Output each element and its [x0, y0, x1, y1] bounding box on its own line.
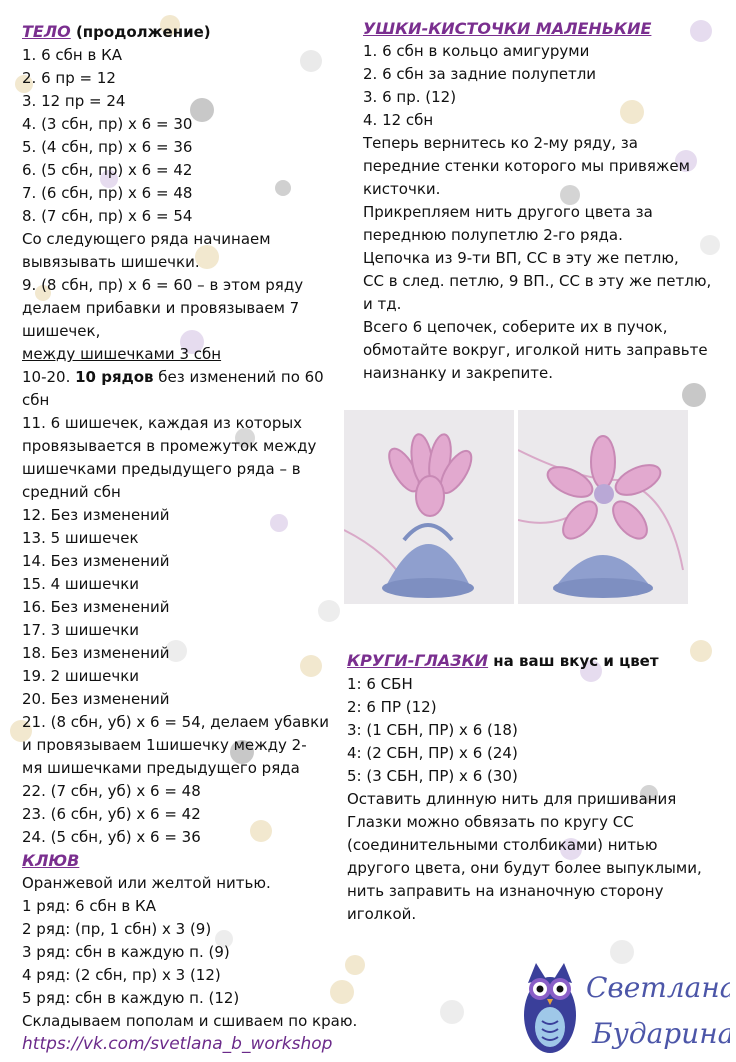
- klyuv-line: Складываем пополам и сшиваем по краю.: [22, 1012, 358, 1030]
- right-column-top: [363, 17, 723, 385]
- telo-line: 7. (6 сбн, пр) х 6 = 48: [22, 184, 193, 202]
- telo-line: мя шишечками предыдущего ряда: [22, 759, 300, 777]
- telo-line: Со следующего ряда начинаем: [22, 230, 271, 248]
- ushki-line: 4. 12 сбн: [363, 111, 434, 129]
- krugi-line: другого цвета, они будут более выпуклыми,: [347, 859, 702, 877]
- vk-link[interactable]: https://vk.com/svetlana_b_workshop: [22, 1034, 333, 1054]
- telo-line: 11. 6 шишечек, каждая из которых: [22, 414, 303, 432]
- telo-subtitle: (продолжение): [70, 23, 211, 41]
- telo-line: 20. Без изменений: [22, 690, 170, 708]
- right-column-bottom: [347, 649, 717, 926]
- ushki-line: Теперь вернитесь ко 2-му ряду, за: [363, 134, 638, 152]
- krugi-line: Глазки можно обвязать по кругу СС: [347, 813, 634, 831]
- owl-icon: [524, 963, 576, 1053]
- ushki-line: 3. 6 пр. (12): [363, 88, 457, 106]
- ushki-line: и тд.: [363, 295, 402, 313]
- krugi-title: КРУГИ-ГЛАЗКИ: [347, 651, 489, 670]
- ushki-line: СС в след. петлю, 9 ВП., СС в эту же петлю,: [363, 272, 712, 290]
- krugi-line: 4: (2 СБН, ПР) х 6 (24): [347, 744, 518, 762]
- telo-line: и провязываем 1шишечку между 2-: [22, 736, 307, 754]
- telo-line: 9. (8 сбн, пр) х 6 = 60 – в этом ряду: [22, 276, 304, 294]
- klyuv-title: КЛЮВ: [22, 851, 80, 870]
- telo-line: сбн: [22, 391, 50, 409]
- telo-rows-suffix: без изменений по 60: [153, 368, 324, 386]
- ushki-line: наизнанку и закрепите.: [363, 364, 554, 382]
- telo-line: 12. Без изменений: [22, 506, 170, 524]
- ushki-line: 1. 6 сбн в кольцо амигуруми: [363, 42, 590, 60]
- telo-line: 8. (7 сбн, пр) х 6 = 54: [22, 207, 193, 225]
- ear-photo-top: [518, 410, 688, 604]
- telo-line: 21. (8 сбн, уб) х 6 = 54, делаем убавки: [22, 713, 329, 731]
- telo-line: 13. 5 шишечек: [22, 529, 139, 547]
- telo-line: делаем прибавки и провязываем 7: [22, 299, 300, 317]
- telo-line: шишечками предыдущего ряда – в: [22, 460, 301, 478]
- telo-line: 22. (7 сбн, уб) х 6 = 48: [22, 782, 201, 800]
- telo-line: 5. (4 сбн, пр) х 6 = 36: [22, 138, 193, 156]
- telo-line: 18. Без изменений: [22, 644, 170, 662]
- krugi-line: 5: (3 СБН, ПР) х 6 (30): [347, 767, 518, 785]
- klyuv-line: 4 ряд: (2 сбн, пр) х 3 (12): [22, 966, 221, 984]
- krugi-line: иголкой.: [347, 905, 417, 923]
- ushki-line: 2. 6 сбн за задние полупетли: [363, 65, 597, 83]
- krugi-subtitle: на ваш вкус и цвет: [488, 652, 659, 670]
- klyuv-line: 2 ряд: (пр, 1 сбн) х 3 (9): [22, 920, 212, 938]
- telo-heading: [22, 20, 352, 44]
- telo-line: провязывается в промежуток между: [22, 437, 317, 455]
- telo-line: 19. 2 шишечки: [22, 667, 140, 685]
- telo-line: шишечек,: [22, 322, 101, 340]
- krugi-line: Оставить длинную нить для пришивания: [347, 790, 677, 808]
- telo-line: 6. (5 сбн, пр) х 6 = 42: [22, 161, 193, 179]
- ushki-line: переднюю полупетлю 2-го ряда.: [363, 226, 623, 244]
- krugi-heading: [347, 649, 717, 673]
- telo-line: 14. Без изменений: [22, 552, 170, 570]
- logo-line2: Бударина: [592, 1017, 730, 1050]
- ushki-title: УШКИ-КИСТОЧКИ МАЛЕНЬКИЕ: [363, 19, 652, 38]
- ushki-line: Всего 6 цепочек, соберите их в пучок,: [363, 318, 668, 336]
- ushki-line: Прикрепляем нить другого цвета за: [363, 203, 653, 221]
- logo-line1: Светлана: [586, 971, 730, 1004]
- telo-line: 4. (3 сбн, пр) х 6 = 30: [22, 115, 193, 133]
- telo-line: 17. 3 шишечки: [22, 621, 140, 639]
- telo-line-rows: [22, 366, 352, 389]
- ushki-line: кисточки.: [363, 180, 441, 198]
- author-logo: [520, 955, 730, 1055]
- klyuv-line: Оранжевой или желтой нитью.: [22, 874, 271, 892]
- ushki-line: Цепочка из 9-ти ВП, СС в эту же петлю,: [363, 249, 679, 267]
- telo-rows-prefix: 10-20.: [22, 368, 76, 386]
- telo-line: 23. (6 сбн, уб) х 6 = 42: [22, 805, 201, 823]
- klyuv-line: 5 ряд: сбн в каждую п. (12): [22, 989, 240, 1007]
- krugi-line: (соединительными столбиками) нитью: [347, 836, 658, 854]
- telo-line: средний сбн: [22, 483, 121, 501]
- telo-line: между шишечками 3 сбн: [22, 345, 222, 363]
- telo-title: ТЕЛО: [22, 22, 71, 41]
- klyuv-line: 3 ряд: сбн в каждую п. (9): [22, 943, 230, 961]
- left-column: [22, 20, 358, 1056]
- telo-line: 15. 4 шишечки: [22, 575, 140, 593]
- telo-line: 16. Без изменений: [22, 598, 170, 616]
- ear-photo-side: [344, 410, 514, 604]
- telo-line: 24. (5 сбн, уб) х 6 = 36: [22, 828, 201, 846]
- telo-line: 3. 12 пр = 24: [22, 92, 126, 110]
- krugi-line: нить заправить на изнаночную сторону: [347, 882, 664, 900]
- krugi-line: 1: 6 СБН: [347, 675, 413, 693]
- krugi-line: 3: (1 СБН, ПР) х 6 (18): [347, 721, 518, 739]
- ushki-line: обмотайте вокруг, иголкой нить заправьте: [363, 341, 708, 359]
- telo-line: 2. 6 пр = 12: [22, 69, 116, 87]
- telo-line: вывязывать шишечки.: [22, 253, 200, 271]
- krugi-line: 2: 6 ПР (12): [347, 698, 437, 716]
- telo-rows-bold: 10 рядов: [75, 368, 154, 386]
- ushki-line: передние стенки которого мы привяжем: [363, 157, 690, 175]
- telo-line: 1. 6 сбн в КА: [22, 46, 122, 64]
- klyuv-line: 1 ряд: 6 сбн в КА: [22, 897, 156, 915]
